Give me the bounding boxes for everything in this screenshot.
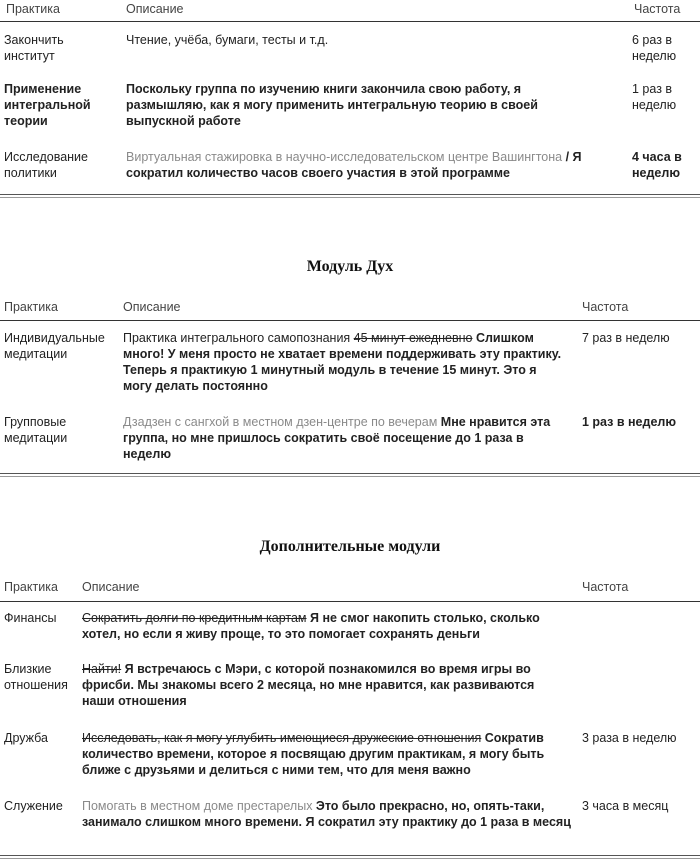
row-description <box>82 798 572 830</box>
header-description: Описание <box>123 300 181 314</box>
desc-gray: Виртуальная стажировка в научно-исследовательском центре Вашингтона <box>126 150 563 164</box>
header-rule <box>0 601 700 602</box>
desc-plain: Практика интегрального самопознания <box>123 331 354 345</box>
header-description: Описание <box>82 580 140 594</box>
row-frequency: 4 часа в неделю <box>632 150 682 180</box>
table-end-rule <box>0 194 700 198</box>
header-frequency: Частота <box>582 580 629 594</box>
header-practice: Практика <box>4 300 58 314</box>
desc-bold: Слишком много! У меня просто не хватает времени поддерживать эту практику. Теперь я практикую 1 минутный модуль в течение 15 минут. Это я могу делать постоянно <box>123 331 562 393</box>
header-practice: Практика <box>6 2 60 16</box>
desc-bold: Поскольку группа по изучению книги закончила свою работу, я размышляю, как я могу применить интегральную теорию в своей выпускной работе <box>126 82 538 128</box>
row-frequency: 3 часа в месяц <box>582 799 669 813</box>
desc-bold: Я встречаюсь с Мэри, с которой познакомился во время игры во фрисби. Мы знакомы всего 2 месяца, но мне нравится, как развиваются наши отношения <box>82 662 535 708</box>
desc-gray: Помогать в местном доме престарелых <box>82 799 313 813</box>
desc-bold: Сократив количество времени, которое я посвящаю другим практикам, я могу быть ближе с друзьями и делиться с ними тем, что для меня важно <box>82 731 545 777</box>
desc-strike: Сократить долги по кредитным картам <box>82 611 307 625</box>
section-title-additional: Дополнительные модули <box>259 538 441 555</box>
row-description <box>123 330 563 394</box>
row-frequency: 1 раз в неделю <box>582 415 677 429</box>
row-description <box>126 81 596 129</box>
row-practice: Исследование политики <box>4 150 88 180</box>
row-frequency: 7 раз в неделю <box>582 331 670 345</box>
row-practice: Служение <box>4 799 63 813</box>
section-title-spirit: Модуль Дух <box>306 258 394 275</box>
header-frequency: Частота <box>634 2 681 16</box>
desc-sep: / <box>562 150 573 164</box>
row-frequency: 3 раза в неделю <box>582 731 677 745</box>
desc-strike: Найти! <box>82 662 122 676</box>
row-frequency: 6 раз в неделю <box>632 33 677 63</box>
row-practice: Закончить институт <box>4 33 64 63</box>
row-description <box>126 32 596 48</box>
header-frequency: Частота <box>582 300 629 314</box>
header-practice: Практика <box>4 580 58 594</box>
row-practice: Применение интегральной теории <box>4 82 91 128</box>
desc-bold: Я не смог накопить столько, сколько хотел, но если я живу проще, то это помогает сохранять деньги <box>82 611 540 641</box>
row-description <box>82 730 572 778</box>
row-frequency: 1 раз в неделю <box>632 82 677 112</box>
row-practice: Близкие отношения <box>4 662 68 692</box>
row-description <box>126 149 616 181</box>
row-practice: Индивидуальные медитации <box>4 331 105 361</box>
row-practice: Дружба <box>4 731 48 745</box>
row-description <box>82 661 562 709</box>
desc-strike: Исследовать, как я могу углубить имеющиеся дружеские отношения <box>82 731 482 745</box>
desc-strike: 45 минут ежедневно <box>353 331 473 345</box>
table-end-rule <box>0 855 700 859</box>
desc-plain: Чтение, учёба, бумаги, тесты и т.д. <box>126 33 329 47</box>
header-rule <box>0 320 700 321</box>
header-description: Описание <box>126 2 184 16</box>
desc-gray: Дзадзен с сангхой в местном дзен-центре по вечерам <box>123 415 438 429</box>
desc-bold: Это было прекрасно, но, опять-таки, занимало слишком много времени. Я сократил эту практику до 1 раза в месяц <box>82 799 571 829</box>
row-practice: Групповые медитации <box>4 415 68 445</box>
header-rule <box>0 21 700 22</box>
row-description <box>123 414 573 462</box>
row-practice: Финансы <box>4 611 57 625</box>
desc-bold: Я сократил количество часов своего участия в этой программе <box>126 150 582 180</box>
table-end-rule <box>0 473 700 477</box>
row-description <box>82 610 562 642</box>
desc-bold: Мне нравится эта группа, но мне пришлось сократить своё посещение до 1 раза в неделю <box>123 415 551 461</box>
